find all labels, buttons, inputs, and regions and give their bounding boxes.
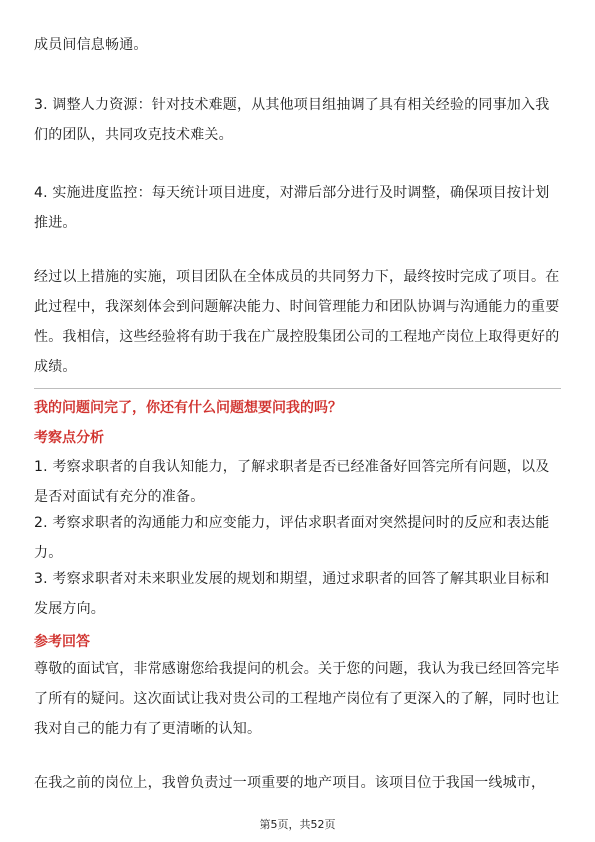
- paragraph-step-3: 3. 调整人力资源：针对技术难题，从其他项目组抽调了具有相关经验的同事加入我们的团队，共同攻克技术难关。: [34, 97, 550, 143]
- analysis-heading: 考察点分析: [34, 430, 104, 446]
- page-number: 第5页，共52页: [259, 818, 336, 831]
- reference-paragraph-2: 在我之前的岗位上，我曾负责过一项重要的地产项目。该项目位于我国一线城市，: [34, 775, 546, 791]
- analysis-item-1: 1. 考察求职者的自我认知能力，了解求职者是否已经准备好回答完所有问题，以及是否对面试有充分的准备。: [34, 459, 550, 505]
- paragraph-step-4: 4. 实施进度监控：每天统计项目进度，对滞后部分进行及时调整，确保项目按计划推进。: [34, 185, 550, 231]
- section-divider: [34, 388, 561, 389]
- paragraph-conclusion: 经过以上措施的实施，项目团队在全体成员的共同努力下，最终按时完成了项目。在此过程中，我深刻体会到问题解决能力、时间管理能力和团队协调与沟通能力的重要性。我相信，这些经验将有助于我在广晟控股集团公司的工程地产岗位上取得更好的成绩。: [34, 269, 560, 375]
- analysis-item-2: 2. 考察求职者的沟通能力和应变能力，评估求职者面对突然提问时的反应和表达能力。: [34, 515, 550, 561]
- reference-heading: 参考回答: [34, 634, 90, 650]
- paragraph-continuation: 成员间信息畅通。: [34, 37, 148, 53]
- analysis-item-3: 3. 考察求职者对未来职业发展的规划和期望，通过求职者的回答了解其职业目标和发展方向。: [34, 571, 550, 617]
- interview-question: 我的问题问完了，你还有什么问题想要问我的吗？: [34, 400, 342, 416]
- reference-paragraph-1: 尊敬的面试官，非常感谢您给我提问的机会。关于您的问题，我认为我已经回答完毕了所有的疑问。这次面试让我对贵公司的工程地产岗位有了更深入的了解，同时也让我对自己的能力有了更清晰的认知。: [34, 661, 560, 737]
